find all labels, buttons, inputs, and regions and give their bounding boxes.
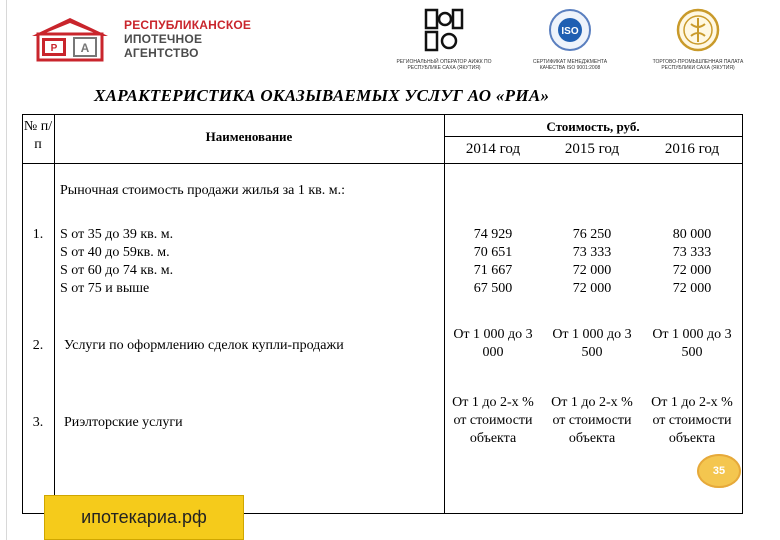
- value: объекта: [668, 431, 716, 446]
- value: 80 000: [672, 227, 712, 242]
- table-border: [444, 114, 445, 514]
- dom-rf-logo-icon: [424, 8, 464, 52]
- table-row-name: Риэлторские услуги: [64, 415, 183, 430]
- partner-caption: СЕРТИФИКАТ МЕНЕДЖМЕНТА КАЧЕСТВА ISO 9001:2008: [532, 59, 608, 71]
- table-border: [54, 114, 55, 514]
- value: 000: [482, 345, 504, 360]
- row-number: 2.: [32, 338, 44, 353]
- value: 76 250: [572, 227, 612, 242]
- cell-2016: [642, 326, 742, 362]
- column-header-year: 2016 год: [664, 141, 720, 157]
- row-number: 1.: [32, 227, 44, 242]
- value: 72 000: [572, 263, 612, 278]
- logo-text: [124, 18, 264, 60]
- value: 500: [581, 345, 603, 360]
- svg-text:А: А: [80, 41, 90, 55]
- value: объекта: [568, 431, 616, 446]
- row-name-line: S от 35 до 39 кв. м.: [60, 227, 174, 242]
- left-border-line: [6, 0, 7, 540]
- page-title: ХАРАКТЕРИСТИКА ОКАЗЫВАЕМЫХ УСЛУГ АО «РИА»: [94, 86, 550, 105]
- house-logo-icon: [28, 14, 112, 62]
- value: 72 000: [672, 263, 712, 278]
- value: 73 333: [672, 245, 712, 260]
- cell-2015: [542, 226, 642, 298]
- column-header-year: 2015 год: [564, 141, 620, 157]
- cell-2014: [444, 326, 542, 362]
- section-label: Рыночная стоимость продажи жилья за 1 кв. м.:: [60, 183, 346, 198]
- value: 73 333: [572, 245, 612, 260]
- table-row-name: Услуги по оформлению сделок купли-продажи: [64, 338, 344, 353]
- logo-line: РЕСПУБЛИКАНСКОЕ: [124, 18, 252, 32]
- partner-iso: [520, 8, 620, 71]
- row-name-line: S от 75 и выше: [60, 281, 150, 296]
- svg-text:Р: Р: [50, 43, 58, 54]
- page-number-badge: 35: [697, 454, 741, 488]
- value: от стоимости: [453, 413, 533, 428]
- table-border: [22, 163, 743, 164]
- value: 67 500: [473, 281, 513, 296]
- cell-2016: [642, 394, 742, 448]
- column-header-number: № п/п: [23, 119, 53, 152]
- value: от стоимости: [652, 413, 732, 428]
- value: от стоимости: [552, 413, 632, 428]
- value: 74 929: [473, 227, 513, 242]
- column-header-cost: Стоимость, руб.: [546, 119, 640, 134]
- value: 500: [681, 345, 703, 360]
- cell-2015: [542, 394, 642, 448]
- value: 71 667: [473, 263, 513, 278]
- value: 72 000: [672, 281, 712, 296]
- row-name-line: S от 60 до 74 кв. м.: [60, 263, 174, 278]
- value: От 1 000 до 3: [652, 327, 732, 342]
- table-border: [444, 136, 743, 137]
- row-name-line: S от 40 до 59кв. м.: [60, 245, 170, 260]
- footer-website-link[interactable]: ипотекариа.рф: [44, 495, 244, 540]
- column-header-year: 2014 год: [465, 141, 521, 157]
- partner-tpp: [640, 8, 756, 71]
- logo-line: ИПОТЕЧНОЕ: [124, 32, 203, 46]
- value: От 1 до 2-х %: [452, 395, 534, 410]
- table-border: [22, 114, 743, 115]
- partner-caption: ТОРГОВО-ПРОМЫШЛЕННАЯ ПАЛАТА РЕСПУБЛИКИ САХА (ЯКУТИЯ): [652, 59, 744, 71]
- svg-text:ISO: ISO: [561, 26, 579, 37]
- cell-2016: [642, 226, 742, 298]
- table-border: [22, 114, 23, 514]
- value: От 1 до 2-х %: [651, 395, 733, 410]
- value: 70 651: [473, 245, 513, 260]
- cell-2014: [444, 394, 542, 448]
- value: объекта: [469, 431, 517, 446]
- chamber-of-commerce-emblem-icon: [676, 8, 720, 52]
- column-header-name: Наименование: [205, 129, 293, 144]
- cell-2015: [542, 326, 642, 362]
- cell-2014: [444, 226, 542, 298]
- logo-line: АГЕНТСТВО: [124, 46, 199, 60]
- value: От 1 000 до 3: [552, 327, 632, 342]
- value: От 1 до 2-х %: [551, 395, 633, 410]
- table-row-names: [60, 226, 440, 298]
- partner-caption: РЕГИОНАЛЬНЫЙ ОПЕРАТОР АИЖК ПО РЕСПУБЛИКЕ САХА (ЯКУТИЯ): [396, 59, 492, 71]
- iso-certificate-icon: [547, 8, 593, 52]
- partner-dom-rf: [396, 8, 492, 71]
- value: 72 000: [572, 281, 612, 296]
- value: От 1 000 до 3: [453, 327, 533, 342]
- row-number: 3.: [32, 415, 44, 430]
- table-border: [742, 114, 743, 514]
